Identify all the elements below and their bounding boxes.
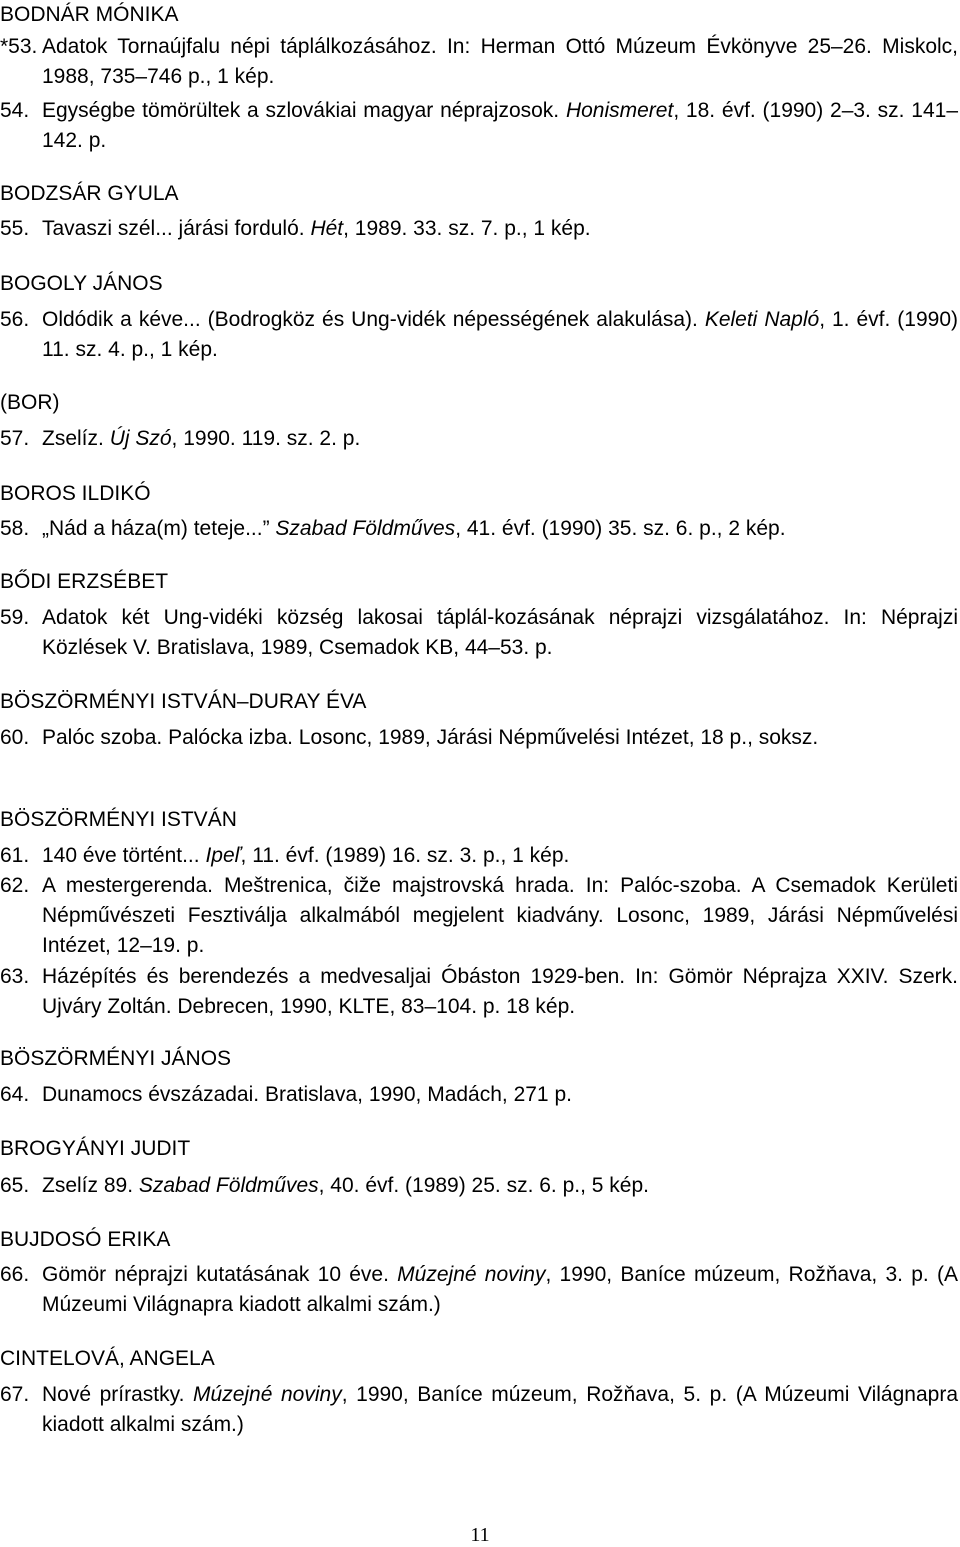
entry-text: Tavaszi szél... járási forduló. Hét, 1989. 33. sz. 7. p., 1 kép. [42, 217, 591, 240]
entry-text: Zselíz 89. Szabad Földműves, 40. évf. (1989) 25. sz. 6. p., 5 kép. [42, 1174, 649, 1197]
journal-title: Szabad Földműves [275, 517, 456, 540]
bibliography-entry [0, 514, 958, 544]
entry-text: Palóc szoba. Palócka izba. Losonc, 1989, Járási Népművelési Intézet, 18 p., soksz. [42, 726, 819, 749]
entry-number: 56. [0, 308, 30, 331]
bibliography-entry [0, 962, 958, 1022]
entry-text: Dunamocs évszázadai. Bratislava, 1990, Madách, 271 p. [42, 1083, 572, 1106]
entry-text: Oldódik a kéve... (Bodrogköz és Ung-vidék népességének alakulása). Keleti Napló, 1. évf. (1990) 11. sz. 4. p., 1 kép. [42, 308, 959, 361]
entry-text: Zselíz. Új Szó, 1990. 119. sz. 2. p. [42, 427, 361, 450]
entry-text: Egységbe tömörültek a szlovákiai magyar néprajzosok. Honismeret, 18. évf. (1990) 2–3. sz. 141–142. p. [42, 99, 958, 152]
author-heading: (BOR) [0, 391, 60, 414]
entry-number: 54. [0, 99, 30, 122]
journal-title: Múzejné noviny [397, 1263, 546, 1286]
entry-number: 58. [0, 517, 30, 540]
bibliography-entry [0, 1080, 958, 1110]
entry-number: 66. [0, 1263, 30, 1286]
author-heading: BUJDOSÓ ERIKA [0, 1228, 171, 1251]
journal-title: Múzejné noviny [193, 1383, 342, 1406]
entry-number: 62. [0, 874, 30, 897]
entry-number: 55. [0, 217, 30, 240]
entry-number: 57. [0, 427, 30, 450]
author-heading: BODNÁR MÓNIKA [0, 3, 179, 26]
entry-text: Gömör néprajzi kutatásának 10 éve. Múzejné noviny, 1990, Baníce múzeum, Rožňava, 3. p. (A Múzeumi Világnapra kiadott alkalmi szám.) [42, 1263, 958, 1316]
author-heading: BODZSÁR GYULA [0, 182, 179, 205]
journal-title: Keleti Napló [704, 308, 820, 331]
entry-number: 63. [0, 965, 30, 988]
bibliography-entry [0, 1380, 958, 1440]
author-heading: BÖSZÖRMÉNYI JÁNOS [0, 1047, 232, 1070]
journal-title: Új Szó [109, 427, 172, 450]
entry-number: 64. [0, 1083, 30, 1106]
author-heading: BROGYÁNYI JUDIT [0, 1137, 191, 1160]
bibliography-entry [0, 1260, 958, 1320]
author-heading: BŐDI ERZSÉBET [0, 570, 169, 593]
entry-text: Házépítés és berendezés a medvesaljai Óbáston 1929-ben. In: Gömör Néprajza XXIV. Szerk. Ujváry Zoltán. Debrecen, 1990, KLTE, 83–104. p. 18 kép. [42, 965, 958, 1018]
bibliography-entry [0, 841, 958, 871]
author-heading: BÖSZÖRMÉNYI ISTVÁN–DURAY ÉVA [0, 690, 367, 713]
journal-title: Szabad Földműves [138, 1174, 319, 1197]
bibliography-entry [0, 214, 958, 244]
entry-number: 65. [0, 1174, 30, 1197]
bibliography-entry [0, 871, 958, 961]
bibliography-entry [0, 305, 958, 365]
bibliography-entry [0, 424, 958, 454]
bibliography-entry [0, 32, 958, 92]
author-heading: BÖSZÖRMÉNYI ISTVÁN [0, 808, 237, 831]
entry-number: *53. [0, 35, 38, 58]
page-number: 11 [470, 1524, 490, 1546]
entry-number: 67. [0, 1383, 30, 1406]
journal-title: Ipeľ [205, 844, 241, 867]
bibliography-entry [0, 603, 958, 663]
author-heading: BOGOLY JÁNOS [0, 272, 163, 295]
journal-title: Hét [310, 217, 344, 240]
entry-text: „Nád a háza(m) teteje...” Szabad Földműves, 41. évf. (1990) 35. sz. 6. p., 2 kép. [42, 517, 786, 540]
entry-text: A mestergerenda. Meštrenica, čiže majstrovská hrada. In: Palóc-szoba. A Csemadok Kerületi Népművészeti Fesztiválja alkalmából megjelent kiadvány. Losonc, 1989, Járási Népművelési Intézet, 12–19. p. [42, 874, 958, 957]
author-heading: CINTELOVÁ, ANGELA [0, 1347, 215, 1370]
entry-number: 59. [0, 606, 30, 629]
entry-text: 140 éve történt... Ipeľ, 11. évf. (1989) 16. sz. 3. p., 1 kép. [42, 844, 570, 867]
entry-text: Adatok Tornaújfalu népi táplálkozásához. In: Herman Ottó Múzeum Évkönyve 25–26. Miskolc, 1988, 735–746 p., 1 kép. [42, 35, 958, 88]
journal-title: Honismeret [565, 99, 674, 122]
entry-text: Adatok két Ung-vidéki község lakosai táplál-kozásának néprajzi vizsgálatához. In: Néprajzi Közlések V. Bratislava, 1989, Csemadok KB, 44–53. p. [42, 606, 958, 659]
entry-number: 61. [0, 844, 30, 867]
bibliography-entry [0, 96, 958, 156]
bibliography-entry [0, 723, 958, 753]
entry-text: Nové prírastky. Múzejné noviny, 1990, Baníce múzeum, Rožňava, 5. p. (A Múzeumi Világnapra kiadott alkalmi szám.) [42, 1383, 959, 1436]
bibliography-entry [0, 1171, 958, 1201]
author-heading: BOROS ILDIKÓ [0, 482, 151, 505]
entry-number: 60. [0, 726, 30, 749]
